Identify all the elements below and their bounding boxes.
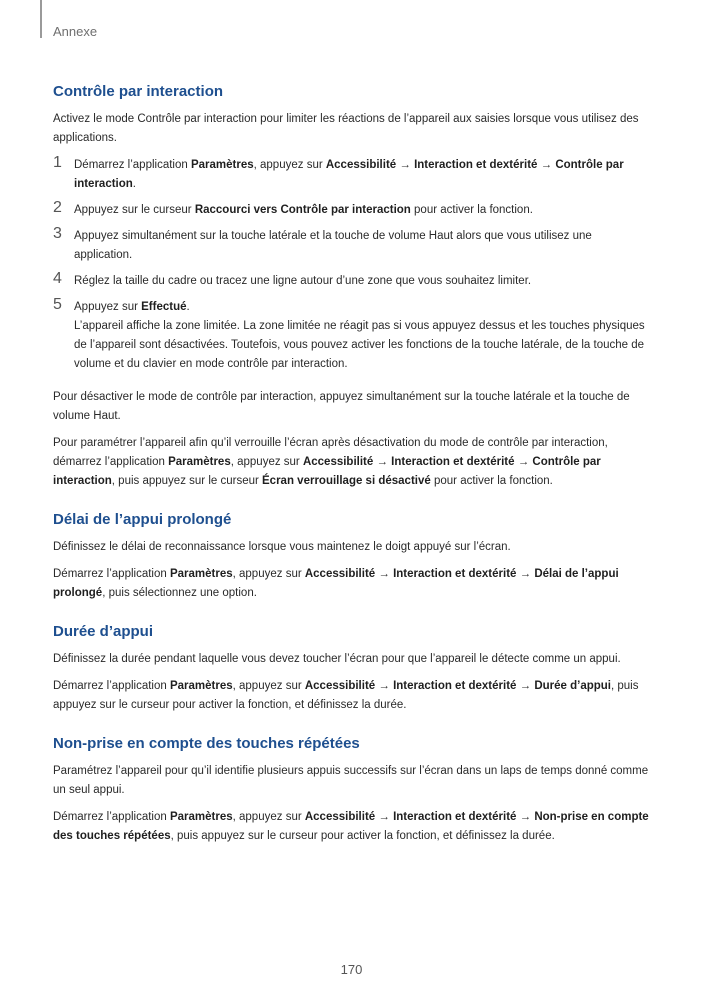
para-text: , appuyez sur [230,456,303,468]
steps-list [53,156,653,374]
step-text: . [186,301,190,313]
step-1 [53,156,653,194]
menu-interaction-dexterity: Interaction et dextérité [393,811,517,823]
section-intro: Activez le mode Contrôle par interaction pour limiter les réactions de l’appareil aux saisies lorsque vous utilisez des applications. [53,113,639,144]
menu-settings: Paramètres [168,456,231,468]
para-text: , puis appuyez sur le curseur pour activer la fonction, et définissez la durée. [170,830,555,842]
step-text: Appuyez sur le curseur [74,204,195,216]
arrow: → [375,680,394,692]
menu-interaction-control: Contrôle par interaction [53,456,601,487]
section-title: Délai de l’appui prolongé [53,511,232,528]
para-text: , puis appuyez sur le curseur pour activer la fonction, et définissez la durée. [53,680,639,711]
step-number: 4 [53,270,62,287]
step-number: 5 [53,296,62,313]
section-title: Contrôle par interaction [53,83,224,100]
step-text: Réglez la taille du cadre ou tracez une ligne autour d’une zone que vous souhaitez limiter. [74,275,532,287]
arrow: → [375,811,394,823]
menu-interaction-dexterity: Interaction et dextérité [414,159,538,171]
step-2 [53,201,653,220]
path-paragraph [53,565,653,603]
menu-long-press-delay: Délai de l’appui prolongé [53,568,619,599]
menu-ignore-repeated: Non-prise en compte des touches répétées [53,811,649,842]
step-4 [53,272,653,291]
step-text: Appuyez sur [74,301,142,313]
menu-done: Effectué [141,301,187,313]
menu-accessibility: Accessibilité [325,159,397,171]
para-text: Pour paramétrer l’appareil afin qu’il verrouille l’écran après désactivation du mode de contrôle par interaction, démarrez l’application [53,437,608,468]
section-long-press-delay [53,511,653,603]
step-note: L’appareil affiche la zone limitée. La zone limitée ne réagit pas si vous appuyez dessus et les touches physiques de l’appareil sont désactivées. Toutefois, vous pouvez activer les fonctions de la touche latérale, de la touche de volume et du clavier en mode contrôle par interaction. [74,320,645,370]
para-text: Démarrez l’application [53,568,170,580]
path-paragraph [53,808,653,846]
para-text: , appuyez sur [232,680,305,692]
menu-shortcut: Raccourci vers Contrôle par interaction [194,204,411,216]
section-tap-duration [53,623,653,715]
menu-interaction-dexterity: Interaction et dextérité [393,568,517,580]
menu-accessibility: Accessibilité [304,811,376,823]
section-intro: Définissez le délai de reconnaissance lorsque vous maintenez le doigt appuyé sur l’écran. [53,541,511,553]
arrow: → [516,811,535,823]
step-text: . [132,178,136,190]
step-number: 3 [53,225,62,242]
menu-accessibility: Accessibilité [304,568,376,580]
menu-settings: Paramètres [190,159,254,171]
para-text: , appuyez sur [232,568,305,580]
lock-screen-paragraph [53,434,653,491]
section-intro: Paramétrez l’appareil pour qu’il identifie plusieurs appuis successifs sur l’écran dans un laps de temps donné comme un seul appui. [53,765,649,796]
step-5 [53,298,653,374]
arrow: → [516,568,535,580]
step-text: pour activer la fonction. [410,204,533,216]
path-paragraph [53,677,653,715]
menu-settings: Paramètres [169,568,233,580]
para-text: , puis sélectionnez une option. [102,587,257,599]
page-content [53,83,653,866]
step-number: 2 [53,199,62,216]
menu-settings: Paramètres [169,811,233,823]
step-text: Appuyez simultanément sur la touche latérale et la touche de volume Haut alors que vous utilisez une application. [74,230,592,261]
para-text: , puis appuyez sur le curseur [111,475,263,487]
step-text: , appuyez sur [253,159,326,171]
menu-interaction-dexterity: Interaction et dextérité [391,456,515,468]
menu-tap-duration: Durée d’appui [534,680,611,692]
section-interaction-control [53,83,653,491]
arrow: → [373,456,392,468]
disable-paragraph: Pour désactiver le mode de contrôle par interaction, appuyez simultanément sur la touche latérale et la touche de volume Haut. [53,391,630,422]
section-title: Non-prise en compte des touches répétées [53,735,360,752]
menu-accessibility: Accessibilité [304,680,376,692]
section-title: Durée d’appui [53,623,154,640]
arrow: → [514,456,533,468]
section-intro: Définissez la durée pendant laquelle vous devez toucher l’écran pour que l’appareil le détecte comme un appui. [53,653,621,665]
arrow: → [396,159,415,171]
running-header: Annexe [53,24,98,39]
menu-interaction-dexterity: Interaction et dextérité [393,680,517,692]
menu-settings: Paramètres [169,680,233,692]
arrow: → [537,159,556,171]
step-number: 1 [53,154,62,171]
step-text: Démarrez l’application [74,159,191,171]
header-rule [40,0,42,38]
menu-interaction-control: Contrôle par interaction [74,159,624,190]
para-text: Démarrez l’application [53,680,170,692]
menu-accessibility: Accessibilité [302,456,374,468]
para-text: , appuyez sur [232,811,305,823]
step-3 [53,227,653,265]
para-text: pour activer la fonction. [430,475,553,487]
arrow: → [375,568,394,580]
page-number: 170 [340,962,363,977]
arrow: → [516,680,535,692]
para-text: Démarrez l’application [53,811,170,823]
section-ignore-repeated-touches [53,735,653,846]
menu-lock-screen: Écran verrouillage si désactivé [262,475,431,487]
